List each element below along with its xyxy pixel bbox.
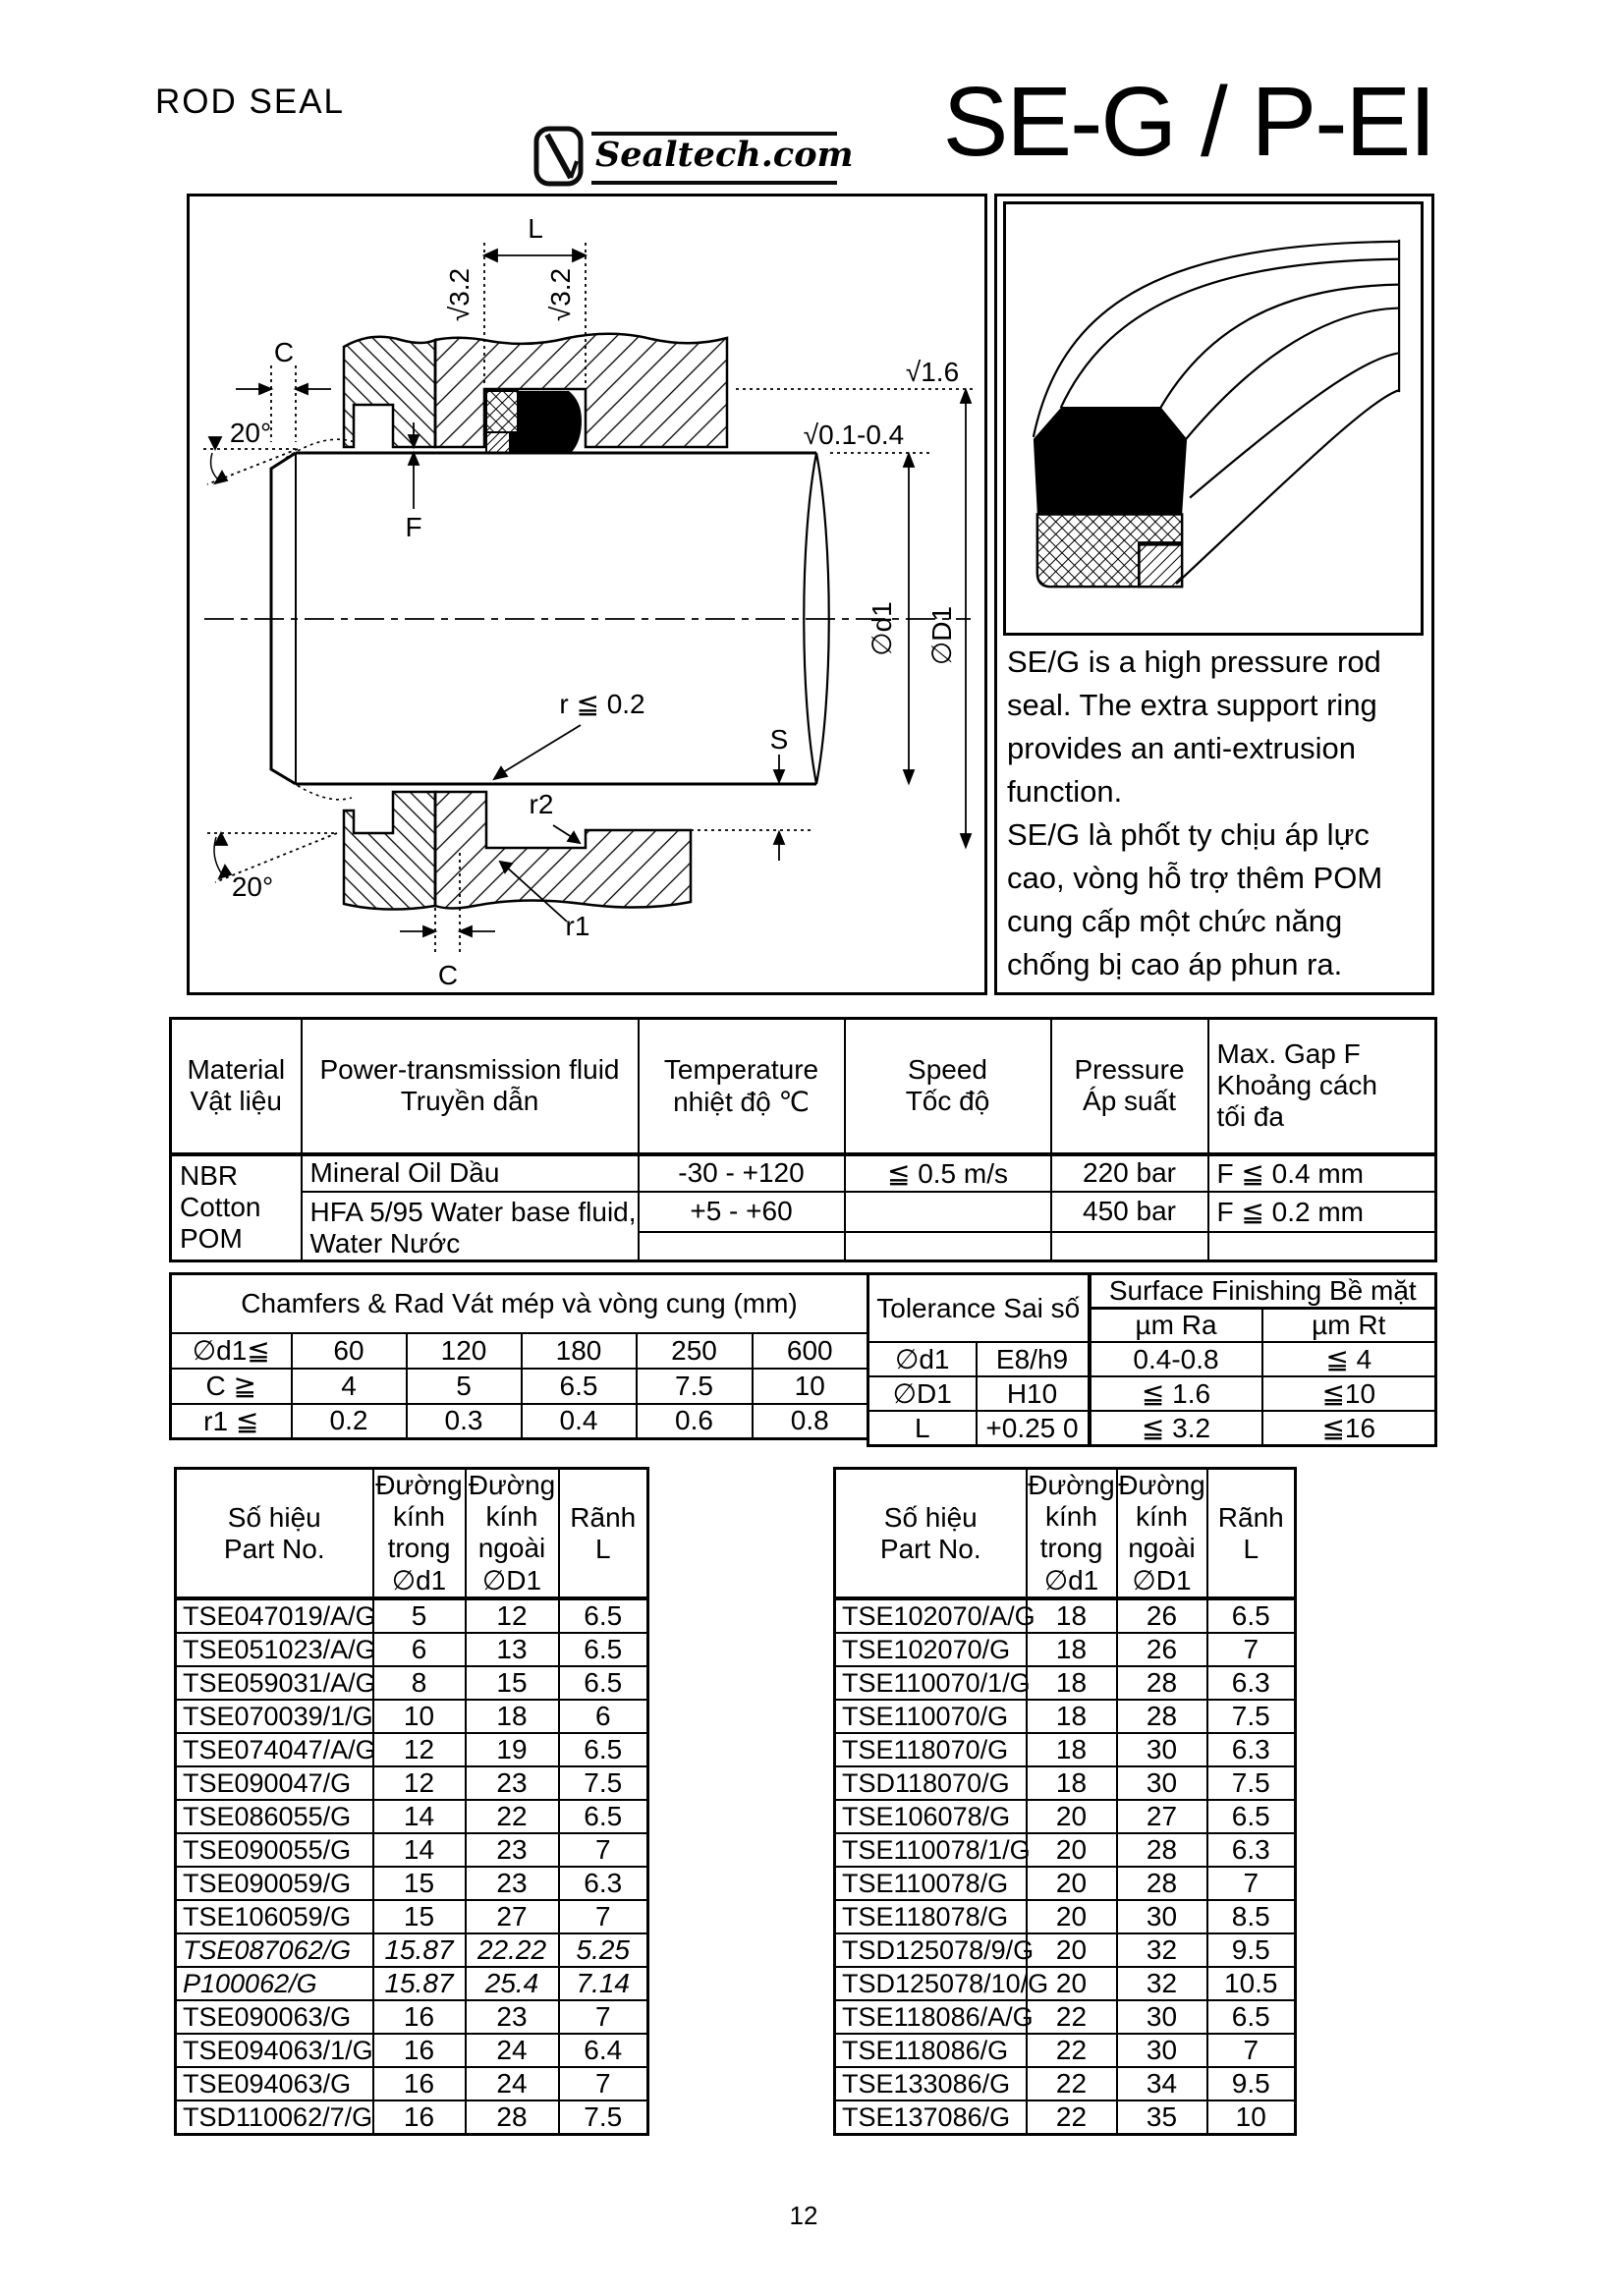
part-no-cell: TSE118078/G — [835, 1900, 1027, 1933]
col-header-inner-dia: Đường kính trong ∅d1 — [1027, 1469, 1117, 1599]
table-row — [835, 2034, 1296, 2067]
max-gap-cell — [1208, 1232, 1436, 1260]
D1-cell: 30 — [1117, 2034, 1207, 2067]
table-row — [176, 1900, 648, 1933]
seal-body — [510, 391, 582, 453]
L-cell: 6.3 — [1207, 1733, 1296, 1766]
row-label: r1 ≦ — [171, 1404, 292, 1439]
table-row — [835, 1867, 1296, 1900]
d1-cell: 15 — [373, 1900, 466, 1933]
operating-conditions-table — [169, 1017, 1437, 1262]
back-ring-section — [1139, 544, 1182, 587]
description-line: cung cấp một chức năng — [1007, 904, 1343, 938]
speed-cell — [845, 1192, 1051, 1233]
part-no-cell: TSE137086/G — [835, 2100, 1027, 2135]
product-description — [1007, 641, 1427, 986]
label-finish-32-left: √3.2 — [444, 267, 475, 322]
d1-cell: 8 — [373, 1666, 466, 1700]
d1-cell: 18 — [1027, 1633, 1117, 1666]
L-cell: 10.5 — [1207, 1967, 1296, 2000]
d1-cell: 20 — [1027, 1900, 1117, 1933]
label-L: L — [528, 213, 543, 244]
part-no-cell: TSE110070/1/G — [835, 1666, 1027, 1700]
tolerance-title: Tolerance Sai số — [868, 1274, 1090, 1343]
temperature-cell — [639, 1232, 845, 1260]
value-cell: 0.3 — [407, 1404, 522, 1439]
D1-cell: 22 — [466, 1800, 559, 1833]
col-header-part-no: Số hiệu Part No. — [176, 1469, 373, 1599]
L-cell: 8.5 — [1207, 1900, 1296, 1933]
d1-cell: 22 — [1027, 2034, 1117, 2067]
ra-value: ≦ 1.6 — [1090, 1376, 1262, 1411]
seal-body-section — [1034, 407, 1187, 514]
brand-name: Sealtech.com — [595, 135, 854, 175]
col-header-rt: µm Rt — [1262, 1309, 1436, 1343]
label-rod-dia: ∅d1 — [867, 601, 897, 656]
part-no-cell: TSE070039/1/G — [176, 1700, 373, 1733]
D1-cell: 13 — [466, 1633, 559, 1666]
d1-cell: 15 — [373, 1867, 466, 1900]
table-row — [176, 1967, 648, 2000]
brand-logo — [531, 125, 854, 190]
row-label: C ≧ — [171, 1369, 292, 1404]
description-line: SE/G is a high pressure rod — [1007, 644, 1381, 679]
L-cell: 9.5 — [1207, 1933, 1296, 1967]
L-cell: 6.3 — [1207, 1666, 1296, 1700]
col-header-material: Material Vật liệu — [171, 1019, 302, 1154]
col-header-inner-dia: Đường kính trong ∅d1 — [373, 1469, 466, 1599]
D1-cell: 12 — [466, 1598, 559, 1633]
L-cell: 6.5 — [1207, 2000, 1296, 2034]
L-cell: 6.5 — [559, 1733, 648, 1766]
table-row — [176, 1766, 648, 1800]
D1-cell: 24 — [466, 2034, 559, 2067]
d1-cell: 20 — [1027, 1967, 1117, 2000]
part-no-cell: TSE087062/G — [176, 1933, 373, 1967]
material-cell: NBR Cotton POM — [171, 1154, 302, 1261]
L-cell: 7 — [1207, 1633, 1296, 1666]
support-ring-pom — [486, 391, 518, 432]
max-gap-cell: F ≦ 0.4 mm — [1208, 1154, 1436, 1192]
value-cell: 0.4 — [522, 1404, 637, 1439]
table-row — [176, 1833, 648, 1867]
speed-cell: ≦ 0.5 m/s — [845, 1154, 1051, 1192]
tolerance-surface-table — [867, 1272, 1437, 1447]
table-row — [835, 1933, 1296, 1967]
part-no-cell: TSE118070/G — [835, 1733, 1027, 1766]
label-C-bottom: C — [437, 960, 459, 990]
label-F: F — [405, 512, 422, 542]
D1-cell: 34 — [1117, 2067, 1207, 2100]
label-radius-max: r ≦ 0.2 — [559, 689, 645, 719]
part-no-cell: TSE118086/G — [835, 2034, 1027, 2067]
L-cell: 7.5 — [1207, 1700, 1296, 1733]
part-no-cell: TSE102070/G — [835, 1633, 1027, 1666]
col-header-groove: Rãnh L — [559, 1469, 648, 1599]
L-cell: 6.3 — [559, 1867, 648, 1900]
tolerance-value: H10 — [977, 1376, 1090, 1411]
part-no-cell: TSE110078/1/G — [835, 1833, 1027, 1867]
description-line: chống bị cao áp phun ra. — [1007, 947, 1343, 981]
D1-cell: 28 — [1117, 1700, 1207, 1733]
tolerance-item: ∅d1 — [868, 1342, 977, 1376]
part-no-cell: TSE106059/G — [176, 1900, 373, 1933]
d1-cell: 18 — [1027, 1700, 1117, 1733]
temperature-cell: -30 - +120 — [639, 1154, 845, 1192]
value-cell: 7.5 — [637, 1369, 753, 1404]
temperature-cell: +5 - +60 — [639, 1192, 845, 1233]
value-cell: 0.2 — [292, 1404, 407, 1439]
table-row — [176, 1666, 648, 1700]
d1-cell: 16 — [373, 2034, 466, 2067]
d1-cell: 16 — [373, 2000, 466, 2034]
d1-cell: 15.87 — [373, 1933, 466, 1967]
d1-cell: 18 — [1027, 1766, 1117, 1800]
D1-cell: 15 — [466, 1666, 559, 1700]
L-cell: 7 — [559, 2067, 648, 2100]
table-row — [176, 2067, 648, 2100]
D1-cell: 28 — [1117, 1833, 1207, 1867]
rt-value: ≦16 — [1262, 1411, 1436, 1446]
L-cell: 6 — [559, 1700, 648, 1733]
part-no-cell: TSE086055/G — [176, 1800, 373, 1833]
table-row — [835, 1598, 1296, 1633]
label-finish-16: √1.6 — [905, 357, 960, 387]
part-no-cell: P100062/G — [176, 1967, 373, 2000]
L-cell: 7.14 — [559, 1967, 648, 2000]
d1-cell: 20 — [1027, 1867, 1117, 1900]
page-number: 12 — [789, 2201, 818, 2230]
part-no-cell: TSD110062/7/G — [176, 2100, 373, 2135]
pressure-cell: 220 bar — [1051, 1154, 1208, 1192]
table-row — [835, 1833, 1296, 1867]
table-row — [835, 2100, 1296, 2135]
L-cell: 7 — [559, 1900, 648, 1933]
part-no-cell: TSE051023/A/G — [176, 1633, 373, 1666]
value-cell: 120 — [407, 1333, 522, 1369]
label-C-top: C — [273, 337, 295, 367]
label-finish-32-right: √3.2 — [545, 267, 576, 322]
page-title: ROD SEAL — [155, 83, 345, 121]
ra-value: ≦ 3.2 — [1090, 1411, 1262, 1446]
L-cell: 6.5 — [559, 1666, 648, 1700]
chamfers-table — [169, 1272, 869, 1440]
value-cell: 250 — [637, 1333, 753, 1369]
L-cell: 5.25 — [559, 1933, 648, 1967]
part-no-cell: TSE133086/G — [835, 2067, 1027, 2100]
part-no-cell: TSE094063/G — [176, 2067, 373, 2100]
col-header-outer-dia: Đường kính ngoài ∅D1 — [466, 1469, 559, 1599]
part-no-cell: TSE047019/A/G — [176, 1598, 373, 1633]
d1-cell: 6 — [373, 1633, 466, 1666]
table-row — [176, 2100, 648, 2135]
table-row — [176, 1700, 648, 1733]
parts-table-right — [833, 1467, 1297, 2136]
table-row — [176, 1933, 648, 1967]
label-bore-dia: ∅D1 — [926, 605, 957, 666]
D1-cell: 28 — [466, 2100, 559, 2135]
back-ring — [486, 432, 510, 453]
tolerance-item: ∅D1 — [868, 1376, 977, 1411]
value-cell: 60 — [292, 1333, 407, 1369]
L-cell: 6.5 — [559, 1633, 648, 1666]
col-header-fluid: Power-transmission fluid Truyền dẫn — [302, 1019, 639, 1154]
d1-cell: 14 — [373, 1833, 466, 1867]
col-header-pressure: Pressure Áp suất — [1051, 1019, 1208, 1154]
D1-cell: 27 — [1117, 1800, 1207, 1833]
table-row — [176, 2000, 648, 2034]
part-no-cell: TSE059031/A/G — [176, 1666, 373, 1700]
pressure-cell — [1051, 1232, 1208, 1260]
table-row — [835, 1700, 1296, 1733]
table-row — [176, 1800, 648, 1833]
sealtech-logo-icon — [531, 125, 586, 188]
d1-cell: 22 — [1027, 2000, 1117, 2034]
value-cell: 0.8 — [753, 1404, 868, 1439]
max-gap-cell: F ≦ 0.2 mm — [1208, 1192, 1436, 1233]
d1-cell: 20 — [1027, 1800, 1117, 1833]
d1-cell: 18 — [1027, 1733, 1117, 1766]
table-row — [835, 2000, 1296, 2034]
value-cell: 6.5 — [522, 1369, 637, 1404]
description-line: cao, vòng hỗ trợ thêm POM — [1007, 861, 1383, 895]
D1-cell: 30 — [1117, 2000, 1207, 2034]
table-row — [176, 2034, 648, 2067]
D1-cell: 25.4 — [466, 1967, 559, 2000]
L-cell: 7 — [1207, 1867, 1296, 1900]
d1-cell: 16 — [373, 2067, 466, 2100]
d1-cell: 20 — [1027, 1833, 1117, 1867]
D1-cell: 35 — [1117, 2100, 1207, 2135]
D1-cell: 23 — [466, 1766, 559, 1800]
value-cell: 180 — [522, 1333, 637, 1369]
part-no-cell: TSD125078/9/G — [835, 1933, 1027, 1967]
L-cell: 6.5 — [559, 1800, 648, 1833]
d1-cell: 12 — [373, 1733, 466, 1766]
label-angle-bottom: 20° — [231, 871, 274, 902]
fluid-cell: Mineral Oil Dầu — [302, 1154, 639, 1192]
D1-cell: 28 — [1117, 1867, 1207, 1900]
row-label: ∅d1≦ — [171, 1333, 292, 1369]
part-no-cell: TSE090059/G — [176, 1867, 373, 1900]
d1-cell: 18 — [1027, 1666, 1117, 1700]
L-cell: 10 — [1207, 2100, 1296, 2135]
tolerance-value: +0.25 0 — [977, 1411, 1090, 1446]
description-line: SE/G là phốt ty chịu áp lực — [1007, 817, 1370, 852]
D1-cell: 32 — [1117, 1967, 1207, 2000]
seal-3d-profile — [1006, 204, 1421, 633]
cross-section-diagram — [187, 194, 987, 995]
d1-cell: 16 — [373, 2100, 466, 2135]
part-no-cell: TSE118086/A/G — [835, 2000, 1027, 2034]
surface-title: Surface Finishing Bề mặt — [1090, 1274, 1436, 1309]
label-r1: r1 — [565, 911, 590, 941]
part-no-cell: TSE090047/G — [176, 1766, 373, 1800]
L-cell: 6.5 — [1207, 1598, 1296, 1633]
D1-cell: 23 — [466, 1833, 559, 1867]
part-no-cell: TSE110078/G — [835, 1867, 1027, 1900]
col-header-temperature: Temperature nhiệt độ ℃ — [639, 1019, 845, 1154]
speed-cell — [845, 1232, 1051, 1260]
product-info-panel — [994, 194, 1434, 995]
table-row — [176, 1633, 648, 1666]
d1-cell: 22 — [1027, 2067, 1117, 2100]
logo-rule-bottom — [591, 181, 837, 185]
L-cell: 9.5 — [1207, 2067, 1296, 2100]
L-cell: 7 — [559, 2000, 648, 2034]
L-cell: 7 — [1207, 2034, 1296, 2067]
part-no-cell: TSE106078/G — [835, 1800, 1027, 1833]
label-S: S — [769, 724, 789, 755]
d1-cell: 18 — [1027, 1598, 1117, 1633]
d1-cell: 5 — [373, 1598, 466, 1633]
D1-cell: 32 — [1117, 1933, 1207, 1967]
table-row — [176, 1598, 648, 1633]
seal-profile-image — [1003, 201, 1424, 636]
value-cell: 4 — [292, 1369, 407, 1404]
description-line: seal. The extra support ring — [1007, 688, 1377, 722]
col-header-outer-dia: Đường kính ngoài ∅D1 — [1117, 1469, 1207, 1599]
L-cell: 6.5 — [1207, 1800, 1296, 1833]
D1-cell: 30 — [1117, 1766, 1207, 1800]
D1-cell: 24 — [466, 2067, 559, 2100]
tolerance-item: L — [868, 1411, 977, 1446]
col-header-speed: Speed Tốc độ — [845, 1019, 1051, 1154]
part-no-cell: TSE090055/G — [176, 1833, 373, 1867]
L-cell: 6.4 — [559, 2034, 648, 2067]
D1-cell: 23 — [466, 2000, 559, 2034]
table-row — [835, 1766, 1296, 1800]
ra-value: 0.4-0.8 — [1090, 1342, 1262, 1376]
pressure-cell: 450 bar — [1051, 1192, 1208, 1233]
seal-assembly — [486, 391, 582, 453]
rt-value: ≦ 4 — [1262, 1342, 1436, 1376]
col-header-part-no: Số hiệu Part No. — [835, 1469, 1027, 1599]
d1-cell: 10 — [373, 1700, 466, 1733]
d1-cell: 20 — [1027, 1933, 1117, 1967]
label-angle-top: 20° — [229, 418, 272, 448]
L-cell: 7 — [559, 1833, 648, 1867]
description-line: function. — [1007, 774, 1123, 809]
tolerance-value: E8/h9 — [977, 1342, 1090, 1376]
model-title: SE-G / P-EI — [942, 67, 1434, 177]
D1-cell: 22.22 — [466, 1933, 559, 1967]
value-cell: 10 — [753, 1369, 868, 1404]
table-row — [835, 1967, 1296, 2000]
description-line: provides an anti-extrusion — [1007, 731, 1356, 765]
part-no-cell: TSD125078/10/G — [835, 1967, 1027, 2000]
part-no-cell: TSE094063/1/G — [176, 2034, 373, 2067]
col-header-groove: Rãnh L — [1207, 1469, 1296, 1599]
D1-cell: 18 — [466, 1700, 559, 1733]
L-cell: 7.5 — [559, 1766, 648, 1800]
L-cell: 7.5 — [1207, 1766, 1296, 1800]
table-row — [835, 1633, 1296, 1666]
d1-cell: 14 — [373, 1800, 466, 1833]
rod-seal-drawing — [190, 196, 984, 992]
D1-cell: 30 — [1117, 1900, 1207, 1933]
parts-table-left — [174, 1467, 649, 2136]
D1-cell: 19 — [466, 1733, 559, 1766]
part-no-cell: TSE110070/G — [835, 1700, 1027, 1733]
D1-cell: 28 — [1117, 1666, 1207, 1700]
table-row — [835, 1900, 1296, 1933]
D1-cell: 23 — [466, 1867, 559, 1900]
L-cell: 7.5 — [559, 2100, 648, 2135]
table-row — [835, 2067, 1296, 2100]
d1-cell: 22 — [1027, 2100, 1117, 2135]
value-cell: 600 — [753, 1333, 868, 1369]
part-no-cell: TSE102070/A/G — [835, 1598, 1027, 1633]
table-row — [835, 1666, 1296, 1700]
table-row — [176, 1733, 648, 1766]
L-cell: 6.5 — [559, 1598, 648, 1633]
table-row — [176, 1867, 648, 1900]
part-no-cell: TSD118070/G — [835, 1766, 1027, 1800]
col-header-ra: µm Ra — [1090, 1309, 1262, 1343]
L-cell: 6.3 — [1207, 1833, 1296, 1867]
table-row — [835, 1733, 1296, 1766]
d1-cell: 12 — [373, 1766, 466, 1800]
part-no-cell: TSE090063/G — [176, 2000, 373, 2034]
col-header-max-gap: Max. Gap F Khoảng cách tối đa — [1208, 1019, 1436, 1154]
part-no-cell: TSE074047/A/G — [176, 1733, 373, 1766]
label-finish-014: √0.1-0.4 — [803, 420, 905, 450]
D1-cell: 30 — [1117, 1733, 1207, 1766]
fluid-cell: HFA 5/95 Water base fluid, Water Nước — [302, 1192, 639, 1261]
D1-cell: 26 — [1117, 1598, 1207, 1633]
rt-value: ≦10 — [1262, 1376, 1436, 1411]
chamfers-title: Chamfers & Rad Vát mép và vòng cung (mm) — [171, 1274, 868, 1333]
label-r2: r2 — [529, 789, 554, 819]
value-cell: 5 — [407, 1369, 522, 1404]
D1-cell: 27 — [466, 1900, 559, 1933]
value-cell: 0.6 — [637, 1404, 753, 1439]
D1-cell: 26 — [1117, 1633, 1207, 1666]
table-row — [835, 1800, 1296, 1833]
d1-cell: 15.87 — [373, 1967, 466, 2000]
